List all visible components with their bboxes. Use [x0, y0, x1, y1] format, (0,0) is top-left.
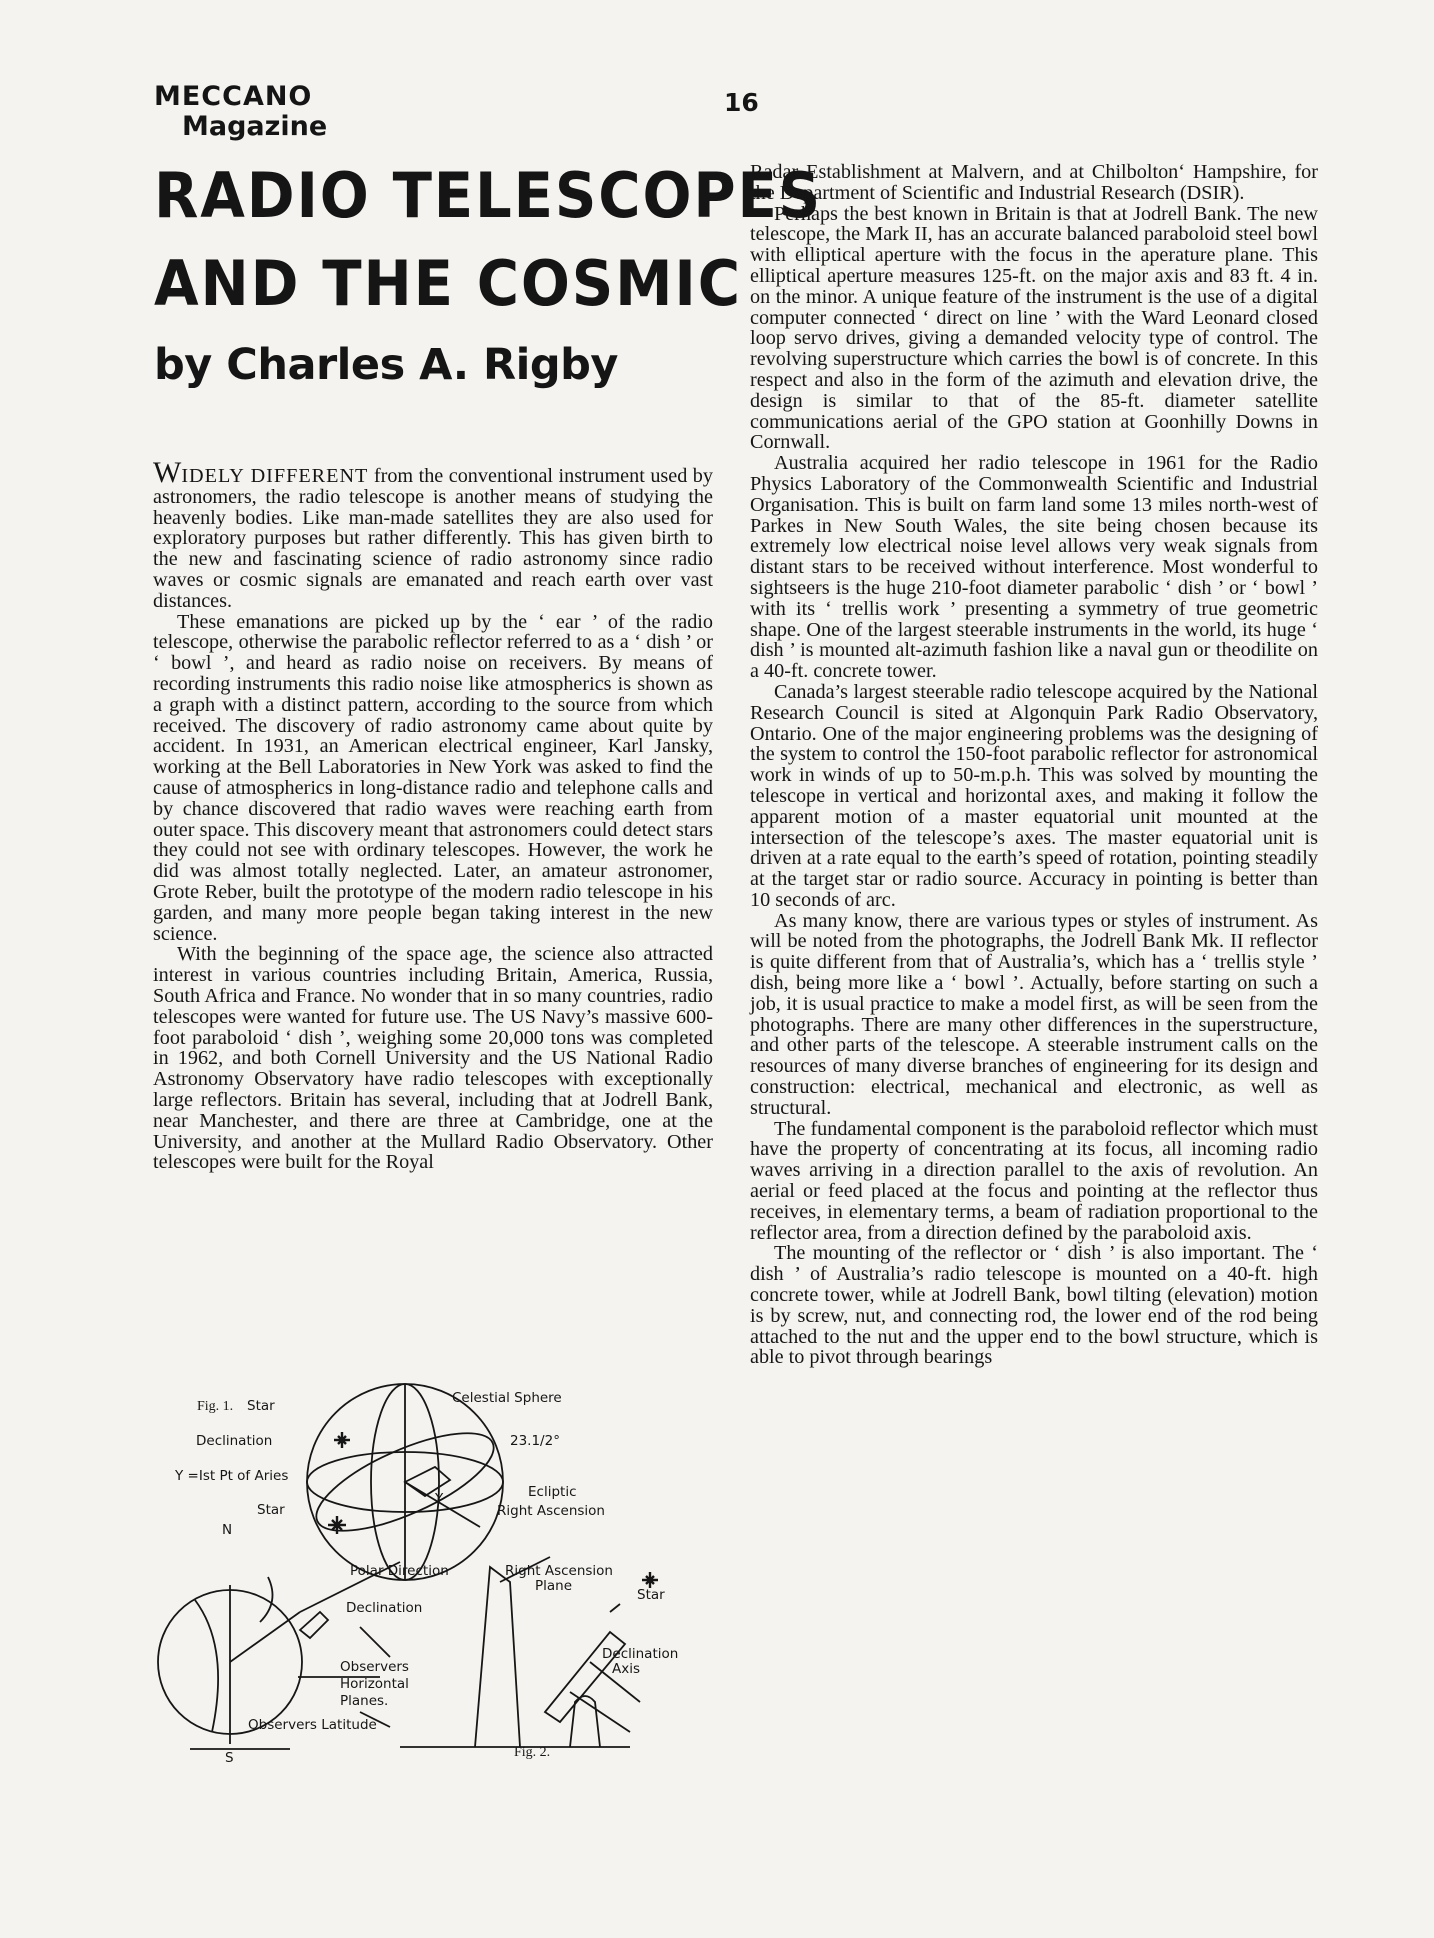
- star-icon: [642, 1572, 658, 1588]
- label-ra-plane-2: Plane: [535, 1578, 573, 1594]
- right-paragraph-2: Perhaps the best known in Britain is that at Jodrell Bank. The new telescope, the Mark II, has an accurate balanced paraboloid steel bowl with elliptical aperture with the focus in the aperature plane. This elliptical aperture measures 125-ft. on the major axis and 83 ft. 4 in. on the minor. A unique feature of the instrument is the use of a digital computer connected ‘ direct on line ’ with the Ward Leonard closed loop servo drives, giving a demanded velocity type of control. The revolving superstructure which carries the bowl is of concrete. In this respect and also in the form of the azimuth and elevation drive, the design is similar to that of the 85-ft. diameter satellite communications aerial of the GPO station at Goonhilly Downs in Cornwall.: [750, 202, 1318, 454]
- label-south: S: [225, 1750, 234, 1762]
- masthead-line1: MECCANO: [154, 81, 313, 112]
- label-ra-plane-1: Right Ascension: [505, 1563, 613, 1579]
- right-paragraph-1: Radar Establishment at Malvern, and at Chilbolton‘ Hampshire, for the Department of Scientific and Industrial Research (DSIR).: [750, 161, 1318, 204]
- label-y-mark: Y: [435, 1491, 444, 1507]
- label-declination: Declination: [196, 1433, 273, 1449]
- label-declination-axis-2: Axis: [612, 1661, 641, 1677]
- left-paragraph-3: With the beginning of the space age, the science also attracted interest in various countries including Britain, America, Russia, South Africa and France. No wonder that in so many countries, radio telescopes were wanted for future use. The US Navy’s massive 600-foot paraboloid ‘ dish ’, weighing some 20,000 tons was completed in 1962, and both Cornell University and the US National Radio Astronomy Observatory have radio telescopes with exceptionally large reflectors. Britain has several, including that at Jodrell Bank, near Manchester, and there are three at Cambridge, one at the University, and another at the Mullard Radio Observatory. Other telescopes were built for the Royal: [153, 943, 713, 1174]
- fig1-caption: Fig. 1.: [197, 1399, 234, 1414]
- right-paragraph-6: The fundamental component is the paraboloid reflector which must have the property of concentrating at its focus, all incoming radio waves arriving in a direction parallel to the axis of revolution. An aerial or feed placed at the focus and pointing at the reflector thus receives, in elementary terms, a beam of radiation proportional to the reflector area, from a direction defined by the paraboloid axis.: [750, 1117, 1318, 1244]
- celestial-diagram: [150, 1372, 710, 1762]
- title-line2: AND THE COSMIC: [154, 247, 742, 320]
- diagram-figure: [150, 1372, 710, 1762]
- fig2-caption: Fig. 2.: [514, 1745, 551, 1760]
- lead-caps: IDELY DIFFERENT: [181, 465, 369, 487]
- label-declination-2: Declination: [346, 1600, 423, 1616]
- label-polar-direction: Polar Direction: [350, 1563, 449, 1579]
- right-paragraph-3: Australia acquired her radio telescope in 1961 for the Radio Physics Laboratory of the Commonwealth Scientific and Industrial Organisation. This is built on farm land some 13 miles north-west of Parkes in New South Wales, the site being chosen because its extremely low electrical noise level allows very weak signals from distant stars to be received without interference. Most wonderful to sightseers is the huge 210-foot diameter parabolic ‘ dish ’ or ‘ bowl ’ with its ‘ trellis work ’ presenting a symmetry of true geometric shape. One of the largest steerable instruments in the world, its huge ‘ dish ’ is mounted alt-azimuth fashion like a naval gun or theodilite on a 40-ft. concrete tower.: [750, 452, 1318, 683]
- label-aries: Y =Ist Pt of Aries: [175, 1468, 289, 1484]
- right-column: [750, 162, 1318, 1368]
- right-paragraph-7: The mounting of the reflector or ‘ dish ’ is also important. The ‘ dish ’ of Australia’s radio telescope is mounted on a 40-ft. high concrete tower, while at Jodrell Bank, bowl tilting (elevation) motion is by screw, nut, and connecting rod, the lower end of the rod being attached to the nut and the upper end to the bowl structure, which is able to pivot through bearings: [750, 1242, 1318, 1369]
- title-line1: RADIO TELESCOPES: [154, 159, 823, 232]
- label-star-1: Star: [247, 1398, 275, 1414]
- byline: by Charles A. Rigby: [154, 340, 618, 390]
- masthead-line2: Magazine: [182, 111, 328, 142]
- magazine-masthead: [154, 82, 327, 142]
- left-column: [153, 456, 713, 1174]
- right-paragraph-5: As many know, there are various types or styles of instrument. As will be noted from the photographs, the Jodrell Bank Mk. II reflector is quite different from that of Australia’s, which has a ‘ trellis style ’ dish, being more like a ‘ bowl ’. Actually, before starting on such a job, it is usual practice to make a model first, as will be seen from the photographs. There are many other differences in the superstructure, and other parts of the telescope. A steerable instrument calls on the resources of many diverse branches of engineering for its design and construction: electrical, mechanical and electronic, as well as structural.: [750, 909, 1318, 1119]
- article-title: [154, 152, 823, 328]
- label-declination-axis-1: Declination: [602, 1646, 679, 1662]
- label-star-2: Star: [257, 1502, 285, 1518]
- label-right-ascension: Right Ascension: [497, 1503, 605, 1519]
- label-observers-horizontal-1: Observers: [340, 1659, 409, 1675]
- left-paragraph-2: These emanations are picked up by the ‘ ear ’ of the radio telescope, otherwise the parabolic reflector referred to as a ‘ dish ’ or ‘ bowl ’, and heard as radio noise on receivers. By means of recording instruments this radio noise like atmospherics is shown as a graph with a distinct pattern, according to the source from which received. The discovery of radio astronomy came about quite by accident. In 1931, an American electrical engineer, Karl Jansky, working at the Bell Laboratories in New York was asked to find the cause of atmospherics in long-distance radio and telephone calls and by chance discovered that radio waves were reaching earth from outer space. This discovery meant that astronomers could detect stars they could not see with ordinary telescopes. However, the work he did was almost totally neglected. Later, an amateur astronomer, Grote Reber, built the prototype of the modern radio telescope in his garden, and many more people began taking interest in the new science.: [153, 610, 713, 945]
- label-angle: 23.1/2°: [510, 1433, 560, 1449]
- label-star-3: Star: [637, 1587, 665, 1603]
- label-ecliptic: Ecliptic: [528, 1484, 577, 1500]
- page-number: 16: [724, 88, 759, 117]
- label-celestial-sphere: Celestial Sphere: [452, 1390, 562, 1406]
- drop-cap: W: [153, 456, 182, 489]
- star-icon: [334, 1432, 350, 1448]
- label-north: N: [222, 1522, 233, 1538]
- label-observers-horizontal-2: Horizontal: [340, 1676, 409, 1692]
- right-paragraph-4: Canada’s largest steerable radio telescope acquired by the National Research Council is sited at Algonquin Park Radio Observatory, Ontario. One of the major engineering problems was the designing of the system to control the 150-foot parabolic reflector for astronomical work in winds of up to 50-m.p.h. This was solved by mounting the telescope in vertical and horizontal axes, and making it follow the apparent motion of a master equatorial unit mounted at the intersection of the telescope’s axes. The master equatorial unit is driven at a rate equal to the earth’s speed of rotation, pointing steadily at the target star or radio source. Accuracy in pointing is better than 10 seconds of arc.: [750, 680, 1318, 911]
- lead-text: from the conventional instrument used by astronomers, the radio telescope is another means of studying the heavenly bodies. Like man-made satellites they are also used for exploratory purposes but rather differently. This has given birth to the new and fascinating science of radio astronomy since radio waves or cosmic signals are emanated and reach earth over vast distances.: [153, 465, 713, 612]
- label-observers-horizontal-3: Planes.: [340, 1693, 389, 1709]
- label-observers-latitude: Observers Latitude: [248, 1717, 377, 1733]
- left-paragraph-1: [153, 456, 713, 612]
